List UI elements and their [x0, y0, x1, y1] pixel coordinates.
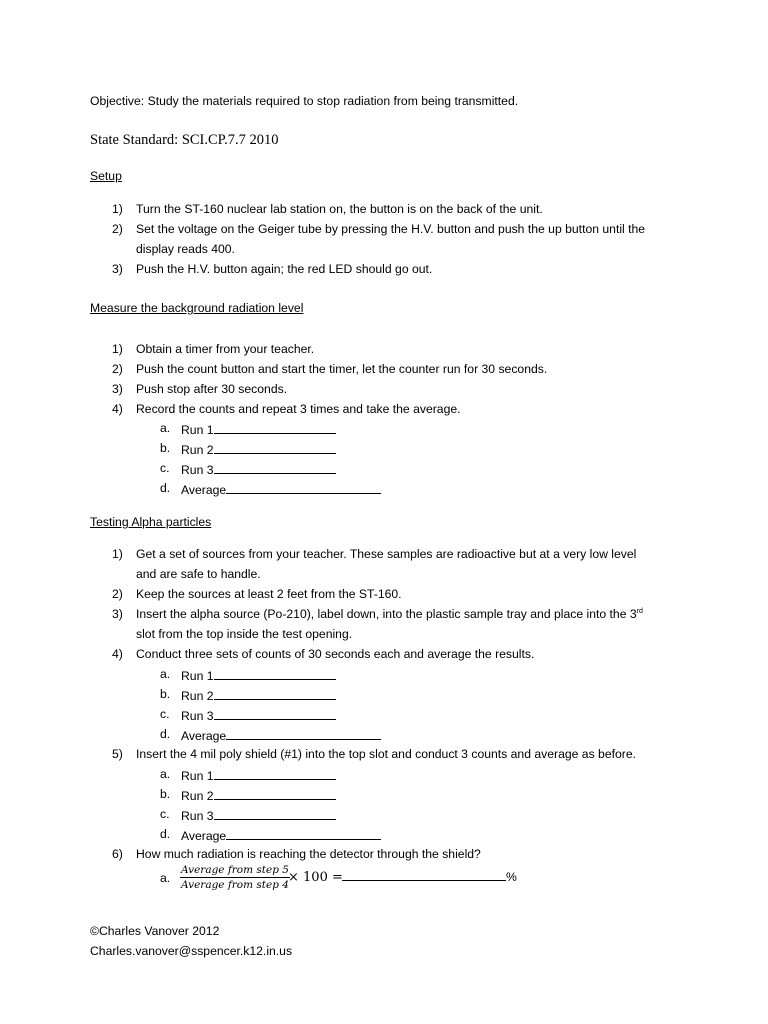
- answer-blank[interactable]: [226, 481, 381, 494]
- sub-label: Average: [181, 483, 227, 497]
- answer-blank[interactable]: [342, 868, 506, 881]
- item-text: Push the count button and start the timer, let the counter run for 30 seconds.: [136, 362, 548, 376]
- item-text-continued: display reads 400.: [136, 242, 235, 256]
- sub-letter: b.: [160, 787, 171, 801]
- background-heading: Measure the background radiation level: [90, 301, 304, 315]
- sub-label: Run 2: [181, 689, 214, 703]
- answer-blank[interactable]: [214, 421, 336, 434]
- sub-label: Run 1: [181, 423, 214, 437]
- sub-letter: a.: [160, 767, 171, 781]
- sub-letter: a.: [160, 667, 171, 681]
- sub-letter: c.: [160, 707, 170, 721]
- sub-label: Run 1: [181, 669, 214, 683]
- sub-letter: b.: [160, 687, 171, 701]
- objective: Objective: Study the materials required to stop radiation from being transmitted.: [90, 94, 519, 108]
- sub-letter: b.: [160, 441, 171, 455]
- sub-label: Average: [181, 829, 227, 843]
- item-text: Insert the alpha source (Po-210), label down, into the plastic sample tray and place into the 3: [136, 607, 637, 621]
- sub-letter: d.: [160, 827, 171, 841]
- answer-blank[interactable]: [226, 827, 381, 840]
- sub-letter: d.: [160, 727, 171, 741]
- answer-blank[interactable]: [214, 687, 336, 700]
- answer-blank[interactable]: [214, 767, 336, 780]
- item-number: 3): [112, 382, 123, 396]
- sub-label: Run 3: [181, 809, 214, 823]
- item-text: How much radiation is reaching the detector through the shield?: [136, 847, 481, 861]
- sub-letter: c.: [160, 461, 170, 475]
- item-text-continued: slot from the top inside the test opening.: [136, 627, 353, 641]
- sub-letter: a.: [160, 871, 171, 885]
- sub-label: Run 3: [181, 709, 214, 723]
- answer-blank[interactable]: [214, 441, 336, 454]
- item-number: 4): [112, 402, 123, 416]
- answer-blank[interactable]: [214, 707, 336, 720]
- sub-label: Run 3: [181, 463, 214, 477]
- item-number: 6): [112, 847, 123, 861]
- item-text: Insert the 4 mil poly shield (#1) into the top slot and conduct 3 counts and average as before.: [136, 747, 636, 761]
- answer-blank[interactable]: [226, 727, 381, 740]
- sub-label: Run 2: [181, 789, 214, 803]
- item-text: Push the H.V. button again; the red LED should go out.: [136, 262, 433, 276]
- item-text: Record the counts and repeat 3 times and take the average.: [136, 402, 461, 416]
- percent-answer: [342, 868, 517, 884]
- sub-label: Run 2: [181, 443, 214, 457]
- item-text: Obtain a timer from your teacher.: [136, 342, 315, 356]
- item-number: 2): [112, 362, 123, 376]
- item-text: Turn the ST-160 nuclear lab station on, the button is on the back of the unit.: [136, 202, 543, 216]
- item-text: Conduct three sets of counts of 30 seconds each and average the results.: [136, 647, 535, 661]
- setup-heading: Setup: [90, 169, 122, 183]
- item-number: 3): [112, 607, 123, 621]
- item-text: Set the voltage on the Geiger tube by pressing the H.V. button and push the up button until the: [136, 222, 646, 236]
- formula-multiplier: × 100 =: [288, 870, 343, 885]
- sub-label: Run 1: [181, 769, 214, 783]
- item-number: 1): [112, 342, 123, 356]
- sub-letter: c.: [160, 807, 170, 821]
- state-standard: State Standard: SCI.CP.7.7 2010: [90, 132, 279, 148]
- author-email: Charles.vanover@sspencer.k12.in.us: [90, 944, 293, 958]
- item-text: Push stop after 30 seconds.: [136, 382, 288, 396]
- ordinal-suffix: rd: [636, 608, 643, 615]
- item-number: 4): [112, 647, 123, 661]
- item-text: Keep the sources at least 2 feet from the ST-160.: [136, 587, 402, 601]
- item-number: 2): [112, 587, 123, 601]
- fraction-denominator: Average from step 4: [181, 879, 289, 891]
- alpha-heading: Testing Alpha particles: [90, 515, 212, 529]
- sub-letter: d.: [160, 481, 171, 495]
- item-number: 5): [112, 747, 123, 761]
- item-number: 3): [112, 262, 123, 276]
- copyright: ©Charles Vanover 2012: [90, 924, 220, 938]
- percent-sign: %: [506, 870, 517, 884]
- answer-blank[interactable]: [214, 787, 336, 800]
- item-text-continued: and are safe to handle.: [136, 567, 261, 581]
- item-number: 1): [112, 547, 123, 561]
- item-number: 2): [112, 222, 123, 236]
- answer-blank[interactable]: [214, 807, 336, 820]
- item-number: 1): [112, 202, 123, 216]
- fraction-numerator: Average from step 5: [181, 864, 289, 876]
- answer-blank[interactable]: [214, 667, 336, 680]
- sub-letter: a.: [160, 421, 171, 435]
- fraction: [180, 864, 290, 891]
- item-text: Get a set of sources from your teacher. These samples are radioactive but at a very low level: [136, 547, 637, 561]
- sub-label: Average: [181, 729, 227, 743]
- answer-blank[interactable]: [214, 461, 336, 474]
